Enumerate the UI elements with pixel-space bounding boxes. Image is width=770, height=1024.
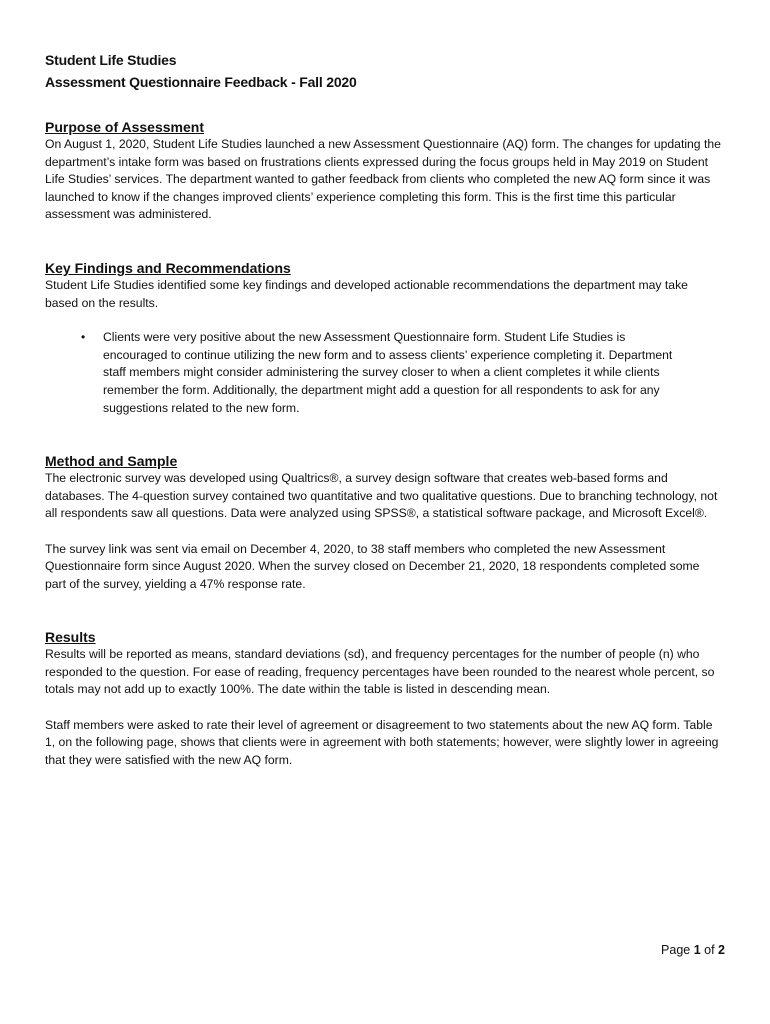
results-heading: Results: [45, 629, 96, 646]
list-item: [45, 329, 722, 417]
bullet-icon: •: [81, 330, 86, 345]
method-body-2: The survey link was sent via email on December 4, 2020, to 38 staff members who completed the new Assessment Questionnaire form since August 2020. When the survey closed on December 21, 2020, 18 respondents completed some part of the survey, yielding a 47% response rate.: [45, 541, 700, 591]
section-method: [45, 452, 722, 593]
page-number-footer: [661, 943, 725, 957]
method-body-1: The electronic survey was developed using Qualtrics®, a survey design software that creates web-based forms and databases. The 4-question survey contained two quantitative and two qualitative questions. Due to branching technology, not all respondents saw all questions. Data were analyzed using SPSS®, a statistical software package, and Microsoft Excel®.: [45, 471, 718, 521]
findings-bullet-list: [45, 329, 722, 417]
current-page-number: 1: [693, 943, 701, 957]
document-title-line2: Assessment Questionnaire Feedback - Fall 2020: [45, 74, 357, 90]
section-results: [45, 628, 722, 769]
page-of-label: of: [700, 943, 719, 957]
total-page-number: 2: [718, 943, 725, 957]
purpose-heading: Purpose of Assessment: [45, 119, 204, 135]
document-title-line1: Student Life Studies: [45, 52, 177, 68]
section-purpose: [45, 118, 722, 224]
page-prefix: Page: [661, 943, 694, 957]
section-findings: [45, 259, 722, 417]
bullet-text: Clients were very positive about the new Assessment Questionnaire form. Student Life Studies is encouraged to continue utilizing the new form and to assess clients’ experience completing it. Department staff members might consider administering the survey closer to when a client completes it while clients remember the form. Additionally, the department might add a question for all respondents to ask for any suggestions related to the new form.: [103, 330, 673, 415]
results-body-1: Results will be reported as means, standard deviations (sd), and frequency percentages for the number of people (n) who responded to the question. For ease of reading, frequency percentages have been rounded to the nearest whole percent, so totals may not add up to exactly 100%. The date within the table is listed in descending mean.: [45, 647, 715, 697]
purpose-body: On August 1, 2020, Student Life Studies launched a new Assessment Questionnaire (AQ) form. The changes for updating the department’s intake form was based on frustrations clients expressed during the focus groups held in May 2019 on Student Life Studies’ services. The department wanted to gather feedback from clients who completed the new AQ form since it was launched to know if the changes improved clients’ experience completing this form. This is the first time this particular assessment was administered.: [45, 137, 721, 222]
results-body-2: Staff members were asked to rate their level of agreement or disagreement to two statements about the new AQ form. Table 1, on the following page, shows that clients were in agreement with both statements; however, were slightly lower in agreeing that they were satisfied with the new AQ form.: [45, 717, 719, 767]
findings-body: Student Life Studies identified some key findings and developed actionable recommendations the department may take based on the results.: [45, 277, 688, 310]
method-heading: Method and Sample: [45, 453, 178, 470]
findings-heading: Key Findings and Recommendations: [45, 259, 291, 276]
document-header: [45, 49, 722, 93]
